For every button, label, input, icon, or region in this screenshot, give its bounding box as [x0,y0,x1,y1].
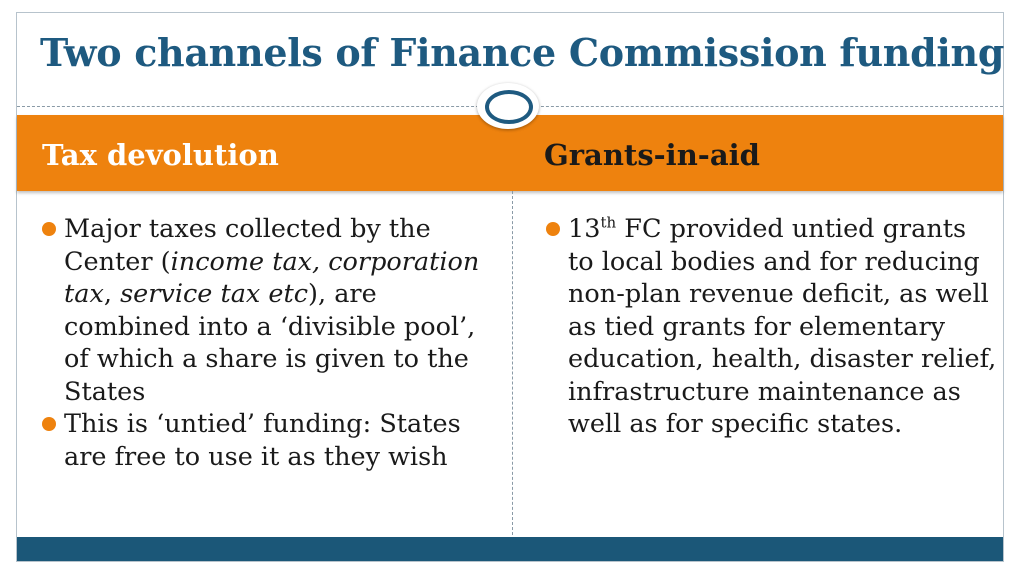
footer-bar [17,537,1003,561]
bullet-dot-icon [42,222,56,236]
bullet-italic: service tax etc [120,279,309,309]
bullet-item [40,408,480,473]
slide-title: Two channels of Finance Commission funding [40,30,1005,75]
bullet-superscript: th [600,213,617,232]
bullet-text: Major taxes collected by the Center ( [64,214,431,277]
bullet-dot-icon [42,417,56,431]
right-column [544,213,999,441]
bullet-text: FC provided untied grants to local bodies and for reducing non-plan revenue deficit, as well as tied grants for elementary education, health, disaster relief, infrastructure maintenance as well as for specific states. [568,214,997,439]
bullet-item [40,213,480,408]
bullet-italic: income tax, corporation tax [64,246,480,309]
column-divider [512,191,513,535]
bullet-number: 13 [568,214,601,244]
bullet-item [544,213,999,441]
bullet-text: , [103,279,121,309]
heading-grants-in-aid: Grants-in-aid [544,138,760,172]
bullet-text: ), are combined into a ‘divisible pool’, of which a share is given to the States [64,279,476,407]
bullet-dot-icon [546,222,560,236]
ring-inner [485,90,533,124]
left-column [40,213,480,473]
ring-icon [477,83,539,129]
heading-tax-devolution: Tax devolution [42,138,279,172]
bullet-text: This is ‘untied’ funding: States are free to use it as they wish [64,409,461,472]
